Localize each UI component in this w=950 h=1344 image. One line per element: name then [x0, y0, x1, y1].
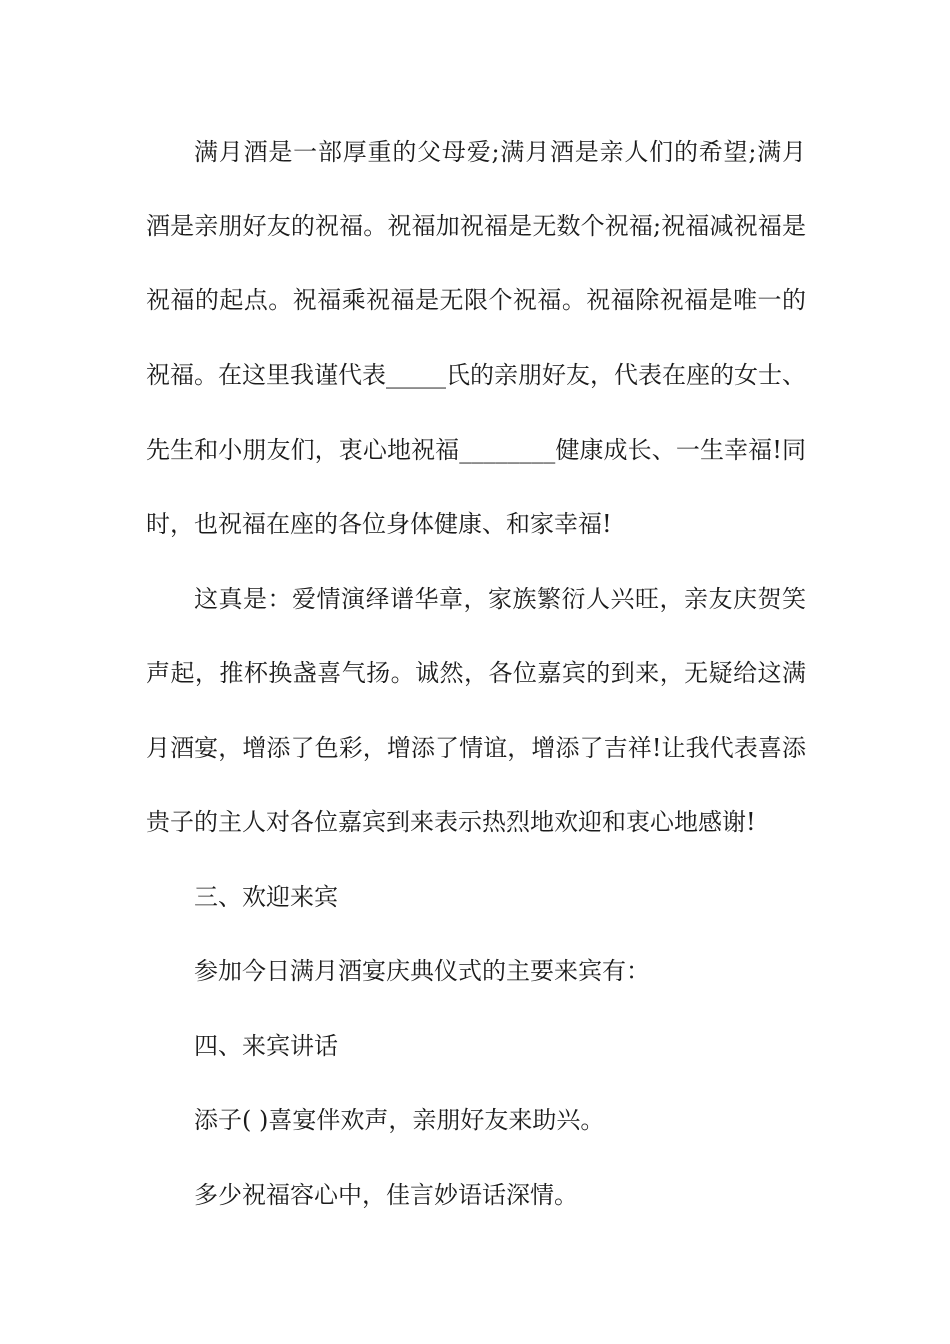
paragraph-2-line-3: 月酒宴，增添了色彩，增添了情谊，增添了吉祥!让我代表喜添 [146, 734, 806, 762]
section-3-heading: 三、欢迎来宾 [194, 883, 338, 911]
paragraph-1-line-4: 祝福。在这里我谨代表_____氏的亲朋好友，代表在座的女士、 [146, 361, 806, 389]
paragraph-1-line-1: 满月酒是一部厚重的父母爱;满月酒是亲人们的希望;满月 [194, 138, 806, 166]
paragraph-2-line-2: 声起，推杯换盏喜气扬。诚然，各位嘉宾的到来，无疑给这满 [146, 659, 806, 687]
paragraph-1-line-3: 祝福的起点。祝福乘祝福是无限个祝福。祝福除祝福是唯一的 [146, 286, 806, 314]
paragraph-2-line-1: 这真是：爱情演绎谱华章，家族繁衍人兴旺，亲友庆贺笑 [194, 585, 806, 613]
verse-line-2: 多少祝福容心中，佳言妙语话深情。 [194, 1181, 578, 1209]
section-3-text: 参加今日满月酒宴庆典仪式的主要来宾有： [194, 957, 650, 985]
verse-line-1: 添子( )喜宴伴欢声，亲朋好友来助兴。 [194, 1106, 605, 1134]
paragraph-1-line-5: 先生和小朋友们，衷心地祝福________健康成长、一生幸福!同 [146, 436, 806, 464]
paragraph-1-line-6: 时，也祝福在座的各位身体健康、和家幸福! [146, 510, 612, 538]
section-4-heading: 四、来宾讲话 [194, 1032, 338, 1060]
paragraph-2-line-4: 贵子的主人对各位嘉宾到来表示热烈地欢迎和衷心地感谢! [146, 808, 756, 836]
paragraph-1-line-2: 酒是亲朋好友的祝福。祝福加祝福是无数个祝福;祝福减祝福是 [146, 212, 806, 240]
